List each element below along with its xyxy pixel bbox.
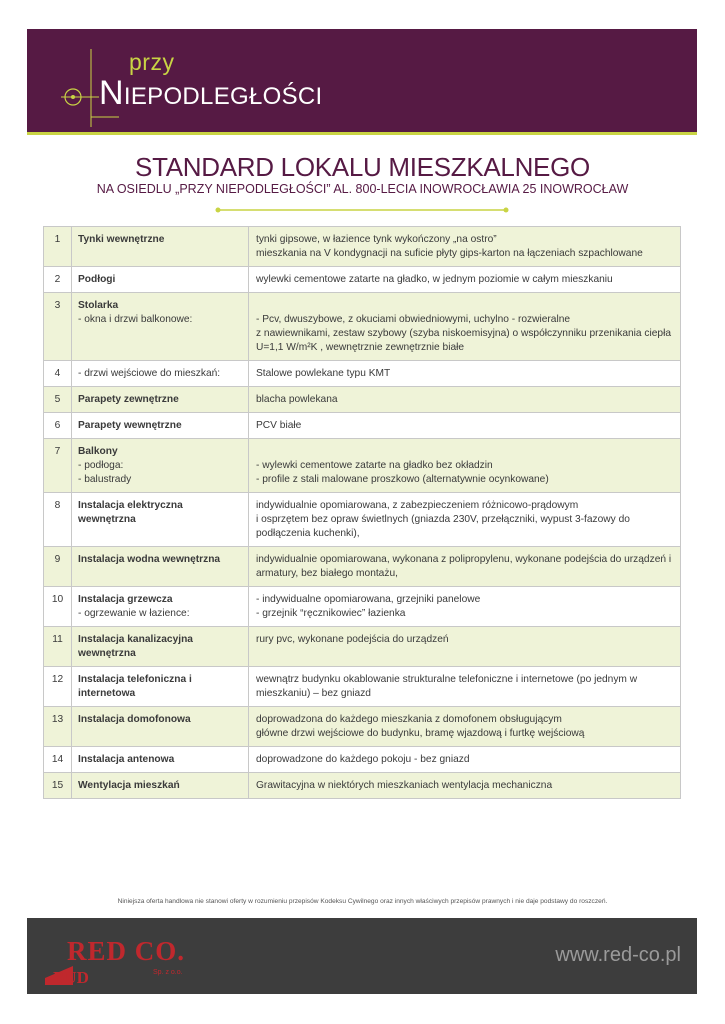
svg-text:Sp. z o.o.: Sp. z o.o. (153, 969, 183, 976)
logo-main-text (99, 74, 323, 113)
page-title: STANDARD LOKALU MIESZKALNEGO (135, 152, 590, 182)
item-subtitle: - podłoga: (78, 460, 124, 471)
item-description-cell (249, 493, 681, 547)
item-name-cell (72, 587, 249, 627)
logo-small-text: przy (129, 49, 175, 75)
svg-text:BUD: BUD (53, 968, 89, 986)
item-description-cell (249, 547, 681, 587)
item-title: Instalacja wodna wewnętrzna (78, 554, 221, 565)
description-line: blacha powlekana (256, 394, 338, 405)
description-line: doprowadzone do każdego pokoju - bez gniazd (256, 754, 470, 765)
table-row (44, 667, 681, 707)
item-subtitle: - okna i drzwi balkonowe: (78, 314, 193, 325)
page-subtitle: NA OSIEDLU „PRZY NIEPODLEGŁOŚCI” AL. 800-LECIA INOWROCŁAWIA 25 INOWROCŁAW (96, 182, 629, 196)
spacer (256, 299, 674, 313)
item-name-cell (72, 547, 249, 587)
description-line: doprowadzona do każdego mieszkania z domofonem obsługującym (256, 714, 562, 725)
item-name-cell (72, 707, 249, 747)
table-row (44, 361, 681, 387)
item-description-cell (249, 627, 681, 667)
item-description-cell (249, 587, 681, 627)
item-title: Wentylacja mieszkań (78, 780, 180, 791)
description-line: rury pvc, wykonane podejścia do urządzeń (256, 634, 449, 645)
item-description-cell (249, 361, 681, 387)
item-title: Parapety wewnętrzne (78, 420, 182, 431)
description-line: - Pcv, dwuszybowe, z okuciami obwiedniowymi, uchylno - rozwieralne (256, 314, 571, 325)
description-line: Grawitacyjna w niektórych mieszkaniach wentylacja mechaniczna (256, 780, 553, 791)
item-description-cell (249, 293, 681, 361)
table-row (44, 293, 681, 361)
item-title: Parapety zewnętrzne (78, 394, 179, 405)
table-row (44, 227, 681, 267)
table-row (44, 493, 681, 547)
item-title: Balkony (78, 446, 118, 457)
description-line: - indywidualne opomiarowana, grzejniki panelowe (256, 594, 481, 605)
table-row (44, 627, 681, 667)
logo-rest: IEPODLEGŁOŚCI (123, 83, 323, 110)
table-row (44, 439, 681, 493)
item-name-cell (72, 293, 249, 361)
item-description-cell (249, 413, 681, 439)
item-description-cell (249, 773, 681, 799)
item-name-cell (72, 361, 249, 387)
header-banner (27, 29, 697, 135)
item-title: Instalacja domofonowa (78, 714, 191, 725)
title-divider (214, 205, 510, 215)
description-line: - grzejnik “ręcznikowiec” łazienka (256, 608, 406, 619)
item-title: Instalacja grzewcza (78, 594, 173, 605)
row-number: 4 (44, 361, 72, 387)
table-row (44, 413, 681, 439)
row-number: 6 (44, 413, 72, 439)
description-line: indywidualnie opomiarowana, z zabezpieczeniem różnicowo-prądowym (256, 500, 579, 511)
row-number: 7 (44, 439, 72, 493)
item-name-cell (72, 267, 249, 293)
item-subtitle: - ogrzewanie w łazience: (78, 608, 190, 619)
description-line: i osprzętem bez opraw świetlnych (gniazda 230V, przełączniki, wypust 3-fazowy do podłączenia kuchenki), (256, 514, 630, 539)
item-description-cell (249, 667, 681, 707)
item-name-cell (72, 627, 249, 667)
footer-bar (27, 918, 697, 994)
table-row (44, 707, 681, 747)
item-subtitle: - drzwi wejściowe do mieszkań: (78, 368, 221, 379)
row-number: 13 (44, 707, 72, 747)
table-row (44, 587, 681, 627)
row-number: 12 (44, 667, 72, 707)
row-number: 15 (44, 773, 72, 799)
description-line: tynki gipsowe, w łazience tynk wykończony „na ostro” (256, 234, 497, 245)
website-link[interactable]: www.red-co.pl (555, 944, 681, 966)
item-title: Tynki wewnętrzne (78, 234, 165, 245)
disclaimer-text: Niniejsza oferta handlowa nie stanowi oferty w rozumieniu przepisów Kodeksu Cywilnego oraz innych właściwych przepisów prawnych i nie daje podstawy do roszczeń. (117, 898, 608, 905)
item-description-cell (249, 707, 681, 747)
description-line: z nawiewnikami, zestaw szybowy (szyba niskoemisyjna) o współczynniku przenikania ciepła U=1,1 W/m²K , wewnętrznie zewnętrznie białe (256, 328, 672, 353)
row-number: 14 (44, 747, 72, 773)
table-row (44, 547, 681, 587)
table-row (44, 747, 681, 773)
row-number: 8 (44, 493, 72, 547)
item-name-cell (72, 439, 249, 493)
svg-text:RED CO.: RED CO. (67, 936, 186, 966)
row-number: 5 (44, 387, 72, 413)
item-name-cell (72, 413, 249, 439)
table-row (44, 267, 681, 293)
item-name-cell (72, 227, 249, 267)
table-row (44, 773, 681, 799)
description-line: PCV białe (256, 420, 302, 431)
item-title: Podłogi (78, 274, 116, 285)
description-line: indywidualnie opomiarowana, wykonana z polipropylenu, wykonane podejścia do urządzeń i armatury, bez białego montażu, (256, 554, 672, 579)
row-number: 1 (44, 227, 72, 267)
row-number: 10 (44, 587, 72, 627)
item-title: Stolarka (78, 300, 119, 311)
item-title: Instalacja kanalizacyjna wewnętrzna (78, 634, 193, 659)
item-description-cell (249, 439, 681, 493)
estate-logo (59, 47, 349, 127)
spacer (256, 445, 674, 459)
description-line: wewnątrz budynku okablowanie strukturalne telefoniczne i internetowe (po jednym w mieszkaniu) – bez gniazd (256, 674, 638, 699)
item-name-cell (72, 747, 249, 773)
red-co-logo (43, 928, 218, 986)
item-description-cell (249, 387, 681, 413)
row-number: 9 (44, 547, 72, 587)
row-number: 11 (44, 627, 72, 667)
description-line: - profile z stali malowane proszkowo (alternatywnie ocynkowane) (256, 474, 549, 485)
item-name-cell (72, 773, 249, 799)
row-number: 2 (44, 267, 72, 293)
logo-initial: N (99, 74, 124, 112)
description-line: mieszkania na V kondygnacji na suficie płyty gips-karton na łączeniach szpachlowane (256, 248, 643, 259)
item-description-cell (249, 227, 681, 267)
description-line: wylewki cementowe zatarte na gładko, w jednym poziomie w całym mieszkaniu (256, 274, 613, 285)
description-line: - wylewki cementowe zatarte na gładko bez okładzin (256, 460, 493, 471)
item-title: Instalacja antenowa (78, 754, 175, 765)
item-title: Instalacja telefoniczna i internetowa (78, 674, 192, 699)
item-description-cell (249, 267, 681, 293)
item-name-cell (72, 667, 249, 707)
item-name-cell (72, 387, 249, 413)
description-line: główne drzwi wejściowe do budynku, bramę wjazdową i furtkę wejściową (256, 728, 585, 739)
item-title: Instalacja elektryczna wewnętrzna (78, 500, 183, 525)
description-line: Stalowe powlekane typu KMT (256, 368, 391, 379)
standard-spec-table (43, 226, 681, 799)
item-description-cell (249, 747, 681, 773)
item-name-cell (72, 493, 249, 547)
table-row (44, 387, 681, 413)
row-number: 3 (44, 293, 72, 361)
item-subtitle: - balustrady (78, 474, 132, 485)
